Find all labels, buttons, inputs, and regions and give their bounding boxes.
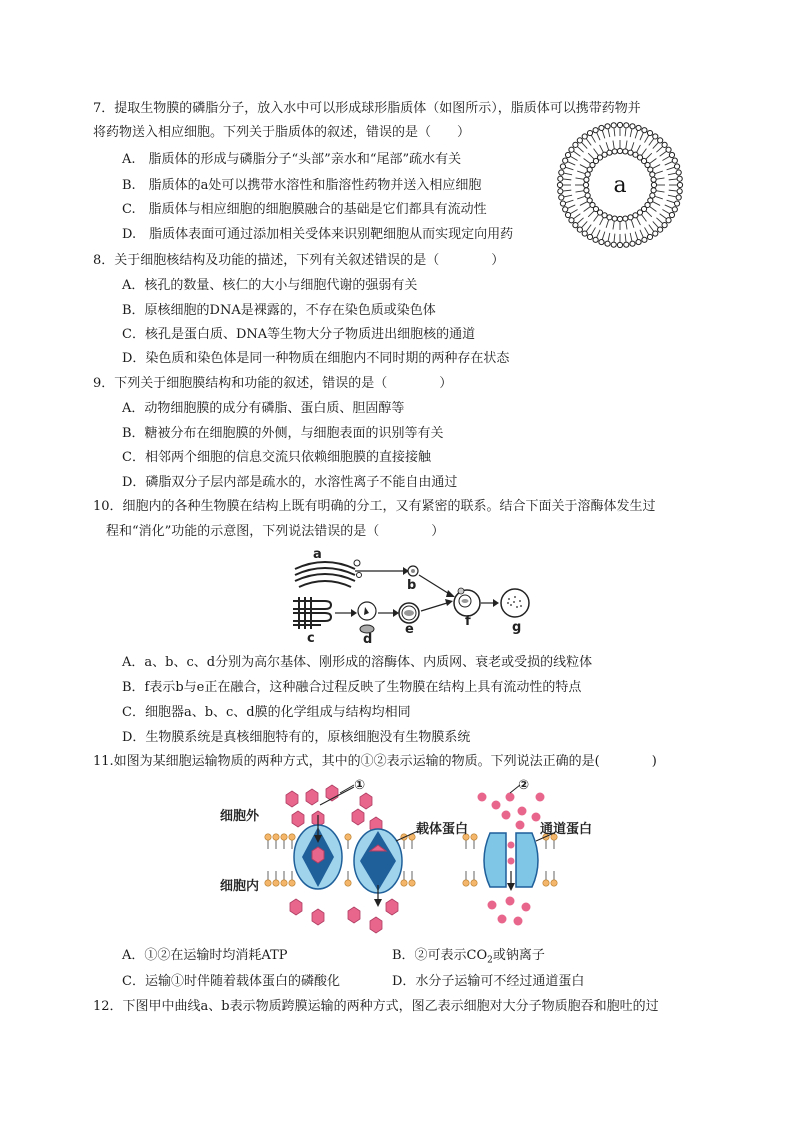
phospholipid-head: [642, 237, 647, 242]
q11-option-b[interactable]: [392, 947, 545, 970]
endoplasmic-reticulum: [293, 597, 331, 629]
phospholipid-head: [587, 198, 592, 203]
phospholipid-head: [672, 158, 677, 163]
phospholipid-head: [583, 182, 588, 187]
phospholipid-head: [636, 239, 641, 244]
q7-option-d[interactable]: D. 脂质体表面可通过添加相关受体来识别靶细胞从而实现定向用药: [122, 227, 514, 242]
phospholipid-head: [560, 164, 565, 169]
phospholipid-head: [647, 130, 652, 135]
phospholipid-head: [605, 124, 610, 129]
q8-option-c[interactable]: C．核孔是蛋白质、DNA等生物大分子物质进出细胞核的通道: [122, 327, 476, 342]
liposome-figure: [550, 120, 690, 250]
phospholipid-head: [628, 215, 633, 220]
phospholipid-head: [624, 242, 629, 247]
phospholipid-head: [612, 149, 617, 154]
golgi-apparatus: [295, 562, 355, 587]
membrane-lipid-head: [281, 880, 287, 886]
q10-option-b[interactable]: B．f表示b与e正在融合，这种融合过程反映了生物膜在结构上具有流动性的特点: [122, 680, 582, 695]
carrier-protein-2: [354, 829, 402, 907]
phospholipid-head: [653, 134, 658, 139]
phospholipid-head: [677, 189, 682, 194]
phospholipid-head: [573, 223, 578, 228]
phospholipid-head: [585, 172, 590, 177]
q7-option-b[interactable]: B. 脂质体的a处可以携带水溶性和脂溶性药物并送入相应细胞: [122, 178, 482, 193]
q9-option-d[interactable]: D．磷脂双分子层内部是疏水的，水溶性离子不能自由通过: [122, 475, 458, 490]
phospholipid-head: [582, 231, 587, 236]
phospholipid-head: [563, 158, 568, 163]
q7-stem-line2: 将药物送入相应细胞。下列关于脂质体的叙述，错误的是（ ）: [93, 125, 471, 140]
q8-option-b[interactable]: B．原核细胞的DNA是裸露的，不存在染色质或染色体: [122, 303, 436, 318]
phospholipid-head: [558, 176, 563, 181]
q11-stem: 11.如图为某细胞运输物质的两种方式，其中的①②表示运输的物质。下列说法正确的是( ): [93, 754, 657, 769]
label-channel-protein: 通道蛋白: [540, 822, 593, 837]
q11-option-b-text: B．②可表示CO: [392, 948, 488, 963]
phospholipid-head: [558, 189, 563, 194]
substance-2-inside: [488, 897, 531, 926]
phospholipid-head: [636, 125, 641, 130]
label-a: a: [313, 547, 322, 562]
phospholipid-head: [672, 207, 677, 212]
phospholipid-head: [662, 223, 667, 228]
phospholipid-head: [599, 125, 604, 130]
membrane-lipid-head: [265, 880, 271, 886]
label-b: b: [407, 578, 417, 593]
membrane-lipid-head: [273, 880, 279, 886]
phospholipid-head: [593, 237, 598, 242]
membrane-lipid-head: [409, 880, 415, 886]
q11-option-c[interactable]: C．运输①时伴随着载体蛋白的磷酸化: [122, 974, 340, 989]
phospholipid-head: [563, 207, 568, 212]
q9-option-b[interactable]: B．糖被分布在细胞膜的外侧，与细胞表面的识别等有关: [122, 426, 444, 441]
phospholipid-head: [617, 148, 622, 153]
phospholipid-head: [666, 218, 671, 223]
label-carrier-protein: 载体蛋白: [416, 822, 469, 837]
lysosome-diagram: [285, 545, 535, 645]
phospholipid-head: [642, 128, 647, 133]
membrane-lipid-head: [551, 880, 557, 886]
phospholipid-head: [560, 201, 565, 206]
phospholipid-head: [607, 215, 612, 220]
phospholipid-head: [630, 124, 635, 129]
q9-stem: 9．下列关于细胞膜结构和功能的叙述，错误的是（ ）: [93, 376, 453, 391]
phospholipid-head: [557, 182, 562, 187]
label-c: c: [307, 631, 315, 646]
channel-protein: [484, 833, 538, 891]
phospholipid-head: [676, 170, 681, 175]
membrane-lipid-head: [345, 880, 351, 886]
substance-1-outside: [286, 785, 382, 833]
q9-option-c[interactable]: C．相邻两个细胞的信息交流只依赖细胞膜的直接接触: [122, 450, 431, 465]
phospholipid-head: [617, 122, 622, 127]
phospholipid-head: [669, 212, 674, 217]
q10-option-c[interactable]: C．细胞器a、b、c、d膜的化学组成与结构均相同: [122, 705, 411, 720]
q8-option-a[interactable]: A．核孔的数量、核仁的大小与细胞代谢的强弱有关: [122, 278, 418, 293]
phospholipid-head: [628, 150, 633, 155]
phospholipid-head: [674, 164, 679, 169]
q11-option-a[interactable]: A．①②在运输时均消耗ATP: [122, 948, 288, 963]
label-substance-1: ①: [354, 778, 366, 793]
phospholipid-head: [674, 201, 679, 206]
phospholipid-head: [630, 241, 635, 246]
q8-stem: 8．关于细胞核结构及功能的描述，下列有关叙述错误的是（ ）: [93, 253, 505, 268]
phospholipid-head: [653, 231, 658, 236]
phospholipid-head: [677, 176, 682, 181]
phospholipid-head: [559, 170, 564, 175]
carrier-protein-1: [294, 815, 342, 889]
phospholipid-head: [658, 138, 663, 143]
membrane-lipid-head: [401, 880, 407, 886]
phospholipid-head: [677, 182, 682, 187]
membrane-lipid-head: [289, 834, 295, 840]
phospholipid-head: [584, 188, 589, 193]
phospholipid-head: [651, 177, 656, 182]
phospholipid-head: [599, 239, 604, 244]
phospholipid-head: [565, 152, 570, 157]
liposome-label-a: a: [613, 173, 627, 198]
phospholipid-head: [624, 123, 629, 128]
label-substance-2: ②: [518, 778, 530, 793]
label-inside: 细胞内: [220, 879, 260, 894]
q11-option-b-text-end: 或钠离子: [492, 948, 545, 963]
phospholipid-head: [676, 195, 681, 200]
phospholipid-head: [582, 134, 587, 139]
phospholipid-head: [587, 130, 592, 135]
phospholipid-head: [662, 142, 667, 147]
transport-diagram: [220, 775, 600, 935]
membrane-lipid-head: [471, 880, 477, 886]
q10-stem-line2: 程和“消化”功能的示意图，下列说法错误的是（ ）: [106, 524, 445, 539]
q7-option-c[interactable]: C. 脂质体与相应细胞的细胞膜融合的基础是它们都具有流动性: [122, 202, 487, 217]
phospholipid-head: [602, 152, 607, 157]
phospholipid-head: [612, 216, 617, 221]
phospholipid-head: [623, 216, 628, 221]
phospholipid-head: [648, 167, 653, 172]
phospholipid-head: [573, 142, 578, 147]
phospholipid-head: [569, 147, 574, 152]
phospholipid-head: [666, 147, 671, 152]
phospholipid-head: [607, 150, 612, 155]
membrane-lipid-head: [345, 834, 351, 840]
phospholipid-head: [585, 193, 590, 198]
phospholipid-head: [569, 218, 574, 223]
phospholipid-head: [577, 138, 582, 143]
phospholipid-head: [669, 152, 674, 157]
phospholipid-head: [651, 182, 656, 187]
substance-2-outside: [478, 793, 545, 830]
q10-option-d[interactable]: D．生物膜系统是真核细胞特有的，原核细胞没有生物膜系统: [122, 730, 471, 745]
phospholipid-head: [577, 227, 582, 232]
phospholipid-head: [611, 123, 616, 128]
phospholipid-head: [647, 234, 652, 239]
phospholipid-head: [650, 172, 655, 177]
phospholipid-head: [650, 193, 655, 198]
q7-stem-line1: 7．提取生物膜的磷脂分子，放入水中可以形成球形脂质体（如图所示），脂质体可以携带药物并: [93, 101, 641, 116]
phospholipid-head: [623, 149, 628, 154]
phospholipid-head: [559, 195, 564, 200]
membrane-lipid-head: [471, 834, 477, 840]
phospholipid-head: [633, 213, 638, 218]
membrane-lipid-head: [265, 834, 271, 840]
q11-option-b-subscript: 2: [487, 955, 493, 966]
phospholipid-head: [651, 188, 656, 193]
phospholipid-head: [658, 227, 663, 232]
substance-1-inside: [290, 899, 398, 933]
q8-option-d[interactable]: D．染色质和染色体是同一种物质在细胞内不同时期的两种存在状态: [122, 351, 510, 366]
label-outside: 细胞外: [220, 809, 260, 824]
q10-stem-line1: 10．细胞内的各种生物膜在结构上既有明确的分工，又有紧密的联系。结合下面关于溶酶体发生过: [93, 499, 656, 514]
phospholipid-head: [605, 241, 610, 246]
phospholipid-head: [593, 128, 598, 133]
membrane-lipid-head: [281, 834, 287, 840]
membrane-lipid-head: [463, 880, 469, 886]
label-g: g: [512, 620, 522, 635]
q12-stem: 12．下图甲中曲线a、b表示物质跨膜运输的两种方式，图乙表示细胞对大分子物质胞吞和胞吐的过: [93, 999, 659, 1014]
phospholipid-head: [565, 212, 570, 217]
label-d: d: [363, 632, 373, 647]
phospholipid-head: [587, 234, 592, 239]
q11-option-d[interactable]: D．水分子运输可不经过通道蛋白: [392, 974, 585, 989]
phospholipid-head: [617, 242, 622, 247]
q10-option-a[interactable]: A．a、b、c、d分别为高尔基体、刚形成的溶酶体、内质网、衰老或受损的线粒体: [122, 655, 593, 670]
phospholipid-head: [584, 177, 589, 182]
label-f: f: [465, 614, 471, 629]
membrane-lipid-head: [289, 880, 295, 886]
membrane-lipid-head: [273, 834, 279, 840]
q9-option-a[interactable]: A．动物细胞膜的成分有磷脂、蛋白质、胆固醇等: [122, 401, 405, 416]
membrane-lipid-head: [543, 880, 549, 886]
label-e: e: [405, 622, 414, 637]
phospholipid-head: [617, 216, 622, 221]
phospholipid-head: [611, 242, 616, 247]
q7-option-a[interactable]: A. 脂质体的形成与磷脂分子“头部”亲水和“尾部”疏水有关: [122, 152, 462, 167]
